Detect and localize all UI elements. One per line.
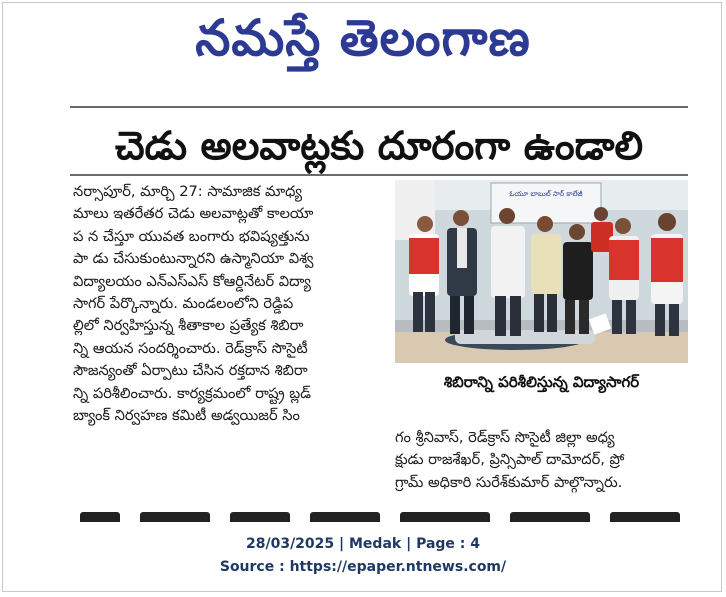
article-line: గ్రామ్ అధికారి సురేశ్‌కుమార్ పాల్గొన్నారు.	[395, 473, 623, 491]
article-line: విద్యాలయం ఎన్ఎస్ఎస్ కోఆర్డినేటర్ విద్యా	[73, 272, 311, 290]
article-line: సౌజన్యంతో ఏర్పాటు చేసిన రక్తదాన శిబిరా	[73, 362, 308, 380]
article-line: న్ని పరిశీలించారు. కార్యక్రమంలో రాష్ట్ర బ్లడ్	[73, 384, 312, 402]
article-line: గం శ్రీనివాస్, రెడ్‌క్రాస్ సొసైటీ జిల్లా అధ్య	[395, 429, 615, 446]
edition-info: 28/03/2025 | Medak | Page : 4	[245, 536, 481, 552]
photo-banner-text: ఓయూ బాబుల్ సార్ కాలేజీ	[509, 190, 583, 198]
article-line: సాగర్ పేర్కొన్నారు. మండలంలోని రెడ్డిప	[73, 295, 294, 313]
article-line: న్ని ఆయన సందర్శించారు. రెడ్‌క్రాస్ సొసైటీ	[73, 339, 308, 357]
article-body-left	[73, 181, 383, 427]
top-rule	[70, 106, 688, 108]
article-line: క్షుడు రాజశేఖర్, ప్రిన్సిపాల్ దామోదర్, ప్రో	[395, 451, 625, 469]
group-photo-illustration	[395, 180, 688, 363]
cut-off-next-headline	[70, 504, 688, 522]
source-line: Source : https://epaper.ntnews.com/	[219, 559, 507, 575]
article-line: బ్యాంక్ నిర్వహణ కమిటీ అడ్వయిజర్ సిం	[73, 407, 300, 425]
newspaper-masthead: నమస్తే తెలంగాణ	[195, 9, 531, 67]
article-line: పా డు చేసుకుంటున్నారని ఉస్మానియా విశ్వ	[73, 250, 314, 268]
photo-caption: శిబిరాన్ని పరిశీలిస్తున్న విద్యాసాగర్	[443, 373, 640, 391]
news-photo	[395, 180, 688, 363]
article-body-right	[395, 427, 692, 494]
headline-rule	[70, 174, 688, 176]
article-line: ల్లిలో నిర్వహిస్తున్న శీతాకాల ప్రత్యేక శిబిరా	[73, 317, 304, 335]
article-line: ప న చేస్తూ యువత బంగారు భవిష్యత్తును	[73, 227, 310, 245]
article-line: మాలు ఇతరేతర చెడు అలవాట్లతో కాలయా	[73, 205, 314, 223]
article-headline: చెడు అలవాట్లకు దూరంగా ఉండాలి	[114, 124, 644, 169]
article-line: నర్సాపూర్, మార్చి 27: సామాజిక మాధ్య	[73, 183, 303, 200]
